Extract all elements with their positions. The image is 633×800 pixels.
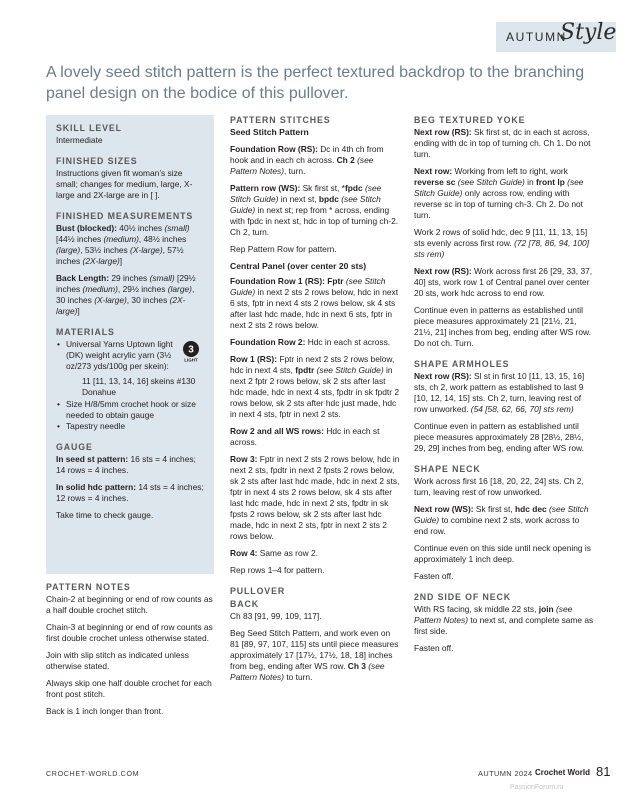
footer-magazine: Crochet World	[535, 768, 590, 777]
watermark: PassionForum.ru	[510, 784, 564, 791]
neck-row-2: Next row (WS): Sk first st, hdc dec (see Stitch Guide) to combine next 2 sts, work across to end row.	[414, 504, 589, 536]
yoke-row-3: Work 2 rows of solid hdc, dec 9 [11, 11, 13, 15] sts evenly across first row. (72 [78, 86, 94, 100] sts rem)	[414, 227, 590, 259]
gauge-check: Take time to check gauge.	[56, 510, 154, 520]
pattern-notes	[46, 582, 214, 723]
section-tag-script: Style	[560, 20, 617, 45]
neck-heading: SHAPE NECK	[414, 464, 481, 474]
armholes-heading: SHAPE ARMHOLES	[414, 359, 510, 369]
foundation-row: Foundation Row (RS): Dc in 4th ch from hook and in each ch across. Ch 2 (see Pattern Notes), turn.	[230, 144, 384, 176]
svg-text:3: 3	[188, 344, 194, 356]
pattern-stitches-heading: PATTERN STITCHES	[230, 115, 331, 125]
intro-text: A lovely seed stitch pattern is the perfect textured backdrop to the branching panel design on the bodice of this pullover.	[46, 64, 585, 102]
note-5: Back is 1 inch longer than front.	[46, 706, 164, 716]
section-tag-word: AUTUMN	[506, 30, 567, 44]
gauge-hdc: In solid hdc pattern: 14 sts = 4 inches; 12 rows = 4 inches.	[56, 482, 204, 503]
yoke-continue: Continue even in patterns as established until piece measures approximately 21 [21½, 21, 21½, 21] inches from beg, ending after WS row. Do not ch. Turn.	[414, 305, 591, 348]
note-1: Chain-2 at beginning or end of row counts as a half double crochet stitch.	[46, 594, 213, 615]
pattern-row: Pattern row (WS): Sk first st, *fpdc (see Stitch Guide) in next st, bpdc (see Stitch Guide) in next st; rep from * across, ending with fpdc in next st, hdc in top of turning ch-2. Ch 2, turn.	[230, 183, 399, 237]
materials-skeins: 11 [11, 13, 14, 16] skeins #130 Donahue	[82, 376, 196, 397]
row-4: Row 4: Same as row 2.	[230, 548, 318, 558]
second-side-row: With RS facing, sk middle 22 sts, join (see Pattern Notes) to next st, and complete same as first side.	[414, 604, 594, 636]
measurements-heading: FINISHED MEASUREMENTS	[56, 211, 194, 221]
yoke-column	[414, 115, 594, 660]
footer-folio	[478, 764, 611, 780]
neck-continue: Continue even on this side until neck opening is approximately 1 inch deep.	[414, 543, 591, 564]
skill-value: Intermediate	[56, 135, 103, 145]
materials-heading: MATERIALS	[56, 327, 115, 337]
skill-heading: SKILL LEVEL	[56, 123, 122, 133]
gauge-heading: GAUGE	[56, 442, 93, 452]
second-side-fasten-off: Fasten off.	[414, 643, 454, 653]
foundation-row-2: Foundation Row 2: Hdc in each st across.	[230, 337, 391, 347]
neck-row-1: Work across first 16 [18, 20, 22, 24] sts. Ch 2, turn, leaving rest of row unworked.	[414, 476, 584, 497]
notes-heading: PATTERN NOTES	[46, 582, 131, 592]
row-2: Row 2 and all WS rows: Hdc in each st across.	[230, 426, 380, 447]
rep-pattern-row: Rep Pattern Row for pattern.	[230, 244, 337, 254]
page-number: 81	[596, 764, 611, 779]
materials-hook: • Size H/8/5mm crochet hook or size needed to obtain gauge	[56, 399, 204, 421]
rep-rows: Rep rows 1–4 for pattern.	[230, 565, 325, 575]
materials-sidebar	[46, 115, 214, 574]
foundation-row-1: Foundation Row 1 (RS): Fptr (see Stitch Guide) in next 2 sts 2 rows below, hdc in next 6 sts, fptr in next 4 sts 2 rows below, sk 4 sts after last hdc made, hdc in next 6 sts, fptr in next 2 sts 2 rows below.	[230, 276, 399, 330]
back-heading: BACK	[230, 599, 260, 609]
sizes-text: Instructions given fit woman’s size small; changes for medium, large, X-large and 2X-large are in [ ].	[56, 168, 193, 200]
materials-yarn: • Universal Yarns Uptown light (DK) weight acrylic yarn (3½ oz/273 yds/100g per skein):	[56, 339, 204, 372]
svg-text:LIGHT: LIGHT	[184, 357, 198, 362]
sizes-heading: FINISHED SIZES	[56, 156, 138, 166]
note-3: Join with slip stitch as indicated unless otherwise stated.	[46, 650, 189, 671]
armholes-row: Next row (RS): Sl st in first 10 [11, 13, 15, 16] sts, ch 2, work pattern as established to last 9 [10, 12, 14, 15] sts. Ch 2, turn, leaving rest of row unworked. (54 [58, 62, 66, 70] sts rem)	[414, 371, 585, 414]
back-chain: Ch 83 [91, 99, 109, 117].	[230, 611, 322, 621]
back-instructions: Beg Seed Stitch Pattern, and work even on 81 [89, 97, 107, 115] sts until piece measures approximately 17 [17½, 17½, 18, 18] inches from beg, ending after WS row. Ch 3 (see Pattern Notes) to turn.	[230, 628, 399, 682]
pullover-heading: PULLOVER	[230, 586, 286, 596]
row-1: Row 1 (RS): Fptr in next 2 sts 2 rows below, hdc in next 4 sts, fpdtr (see Stitch Guide) in next 2 fptr 2 rows below, sk 2 sts after last hdc made, hdc in next 4 sts, fpdtr in sk fpdtr 2 rows below, sk 2 sts after hdc just made, hdc in next 4 sts, fptr in next 2 sts.	[230, 354, 399, 419]
materials-needle: • Tapestry needle	[56, 421, 204, 432]
row-3: Row 3: Fptr in next 2 sts 2 rows below, hdc in next 2 sts, fpdtr in next 2 fpsts 2 rows below, sk 2 sts after last hdc made, hdc in next 2 sts, fptr in next 4 sts 2 rows below, sk 4 sts after last hdc made, hdc in next 2 sts, fpdtr in sk fpsts 2 rows below, sk 2 sts after last hdc made, hdc in next 2 sts, fptr in next 2 sts 2 rows below.	[230, 454, 400, 541]
note-2: Chain-3 at beginning or end of row counts as first double crochet unless otherwise stated.	[46, 622, 213, 643]
materials-list	[56, 339, 204, 432]
neck-fasten-off: Fasten off.	[414, 571, 454, 581]
gauge-seed: In seed st pattern: 16 sts = 4 inches; 14 rows = 4 inches.	[56, 454, 196, 475]
yoke-heading: BEG TEXTURED YOKE	[414, 115, 526, 125]
footer-site: CROCHET-WORLD.COM	[46, 769, 140, 778]
note-4: Always skip one half double crochet for each front post stitch.	[46, 678, 212, 699]
section-tag	[496, 22, 616, 52]
armholes-continue: Continue even in pattern as established until piece measures approximately 28 [28½, 28½, 29, 29] inches from beg, ending after WS row.	[414, 421, 584, 453]
pattern-stitches-column	[230, 115, 400, 689]
footer-issue: AUTUMN 2024	[478, 769, 533, 778]
bust-measurement: Bust (blocked): 40½ inches (small) [44½ inches (medium), 48½ inches (large), 53½ inches (X-large), 57½ inches (2X-large)]	[56, 223, 190, 266]
second-side-heading: 2ND SIDE OF NECK	[414, 592, 512, 602]
central-panel-title: Central Panel (over center 20 sts)	[230, 261, 367, 271]
back-length-measurement: Back Length: 29 inches (small) [29½ inches (medium), 29½ inches (large), 30 inches (X-large), 30 inches (2X-large)]	[56, 273, 196, 316]
yoke-row-1: Next row (RS): Sk first st, dc in each st across, ending with dc in top of turning ch. Ch 1. Do not turn.	[414, 127, 591, 159]
yoke-row-4: Next row (RS): Work across first 26 [29, 33, 37, 40] sts, work row 1 of Central panel over center 20 sts, work hdc across to end row.	[414, 266, 593, 298]
seed-stitch-title: Seed Stitch Pattern	[230, 127, 309, 137]
yoke-row-2: Next row: Working from left to right, work reverse sc (see Stitch Guide) in front lp (see Stitch Guide) only across row, ending with reverse sc in top of turning ch-3. Ch 2. Do not turn.	[414, 166, 584, 220]
